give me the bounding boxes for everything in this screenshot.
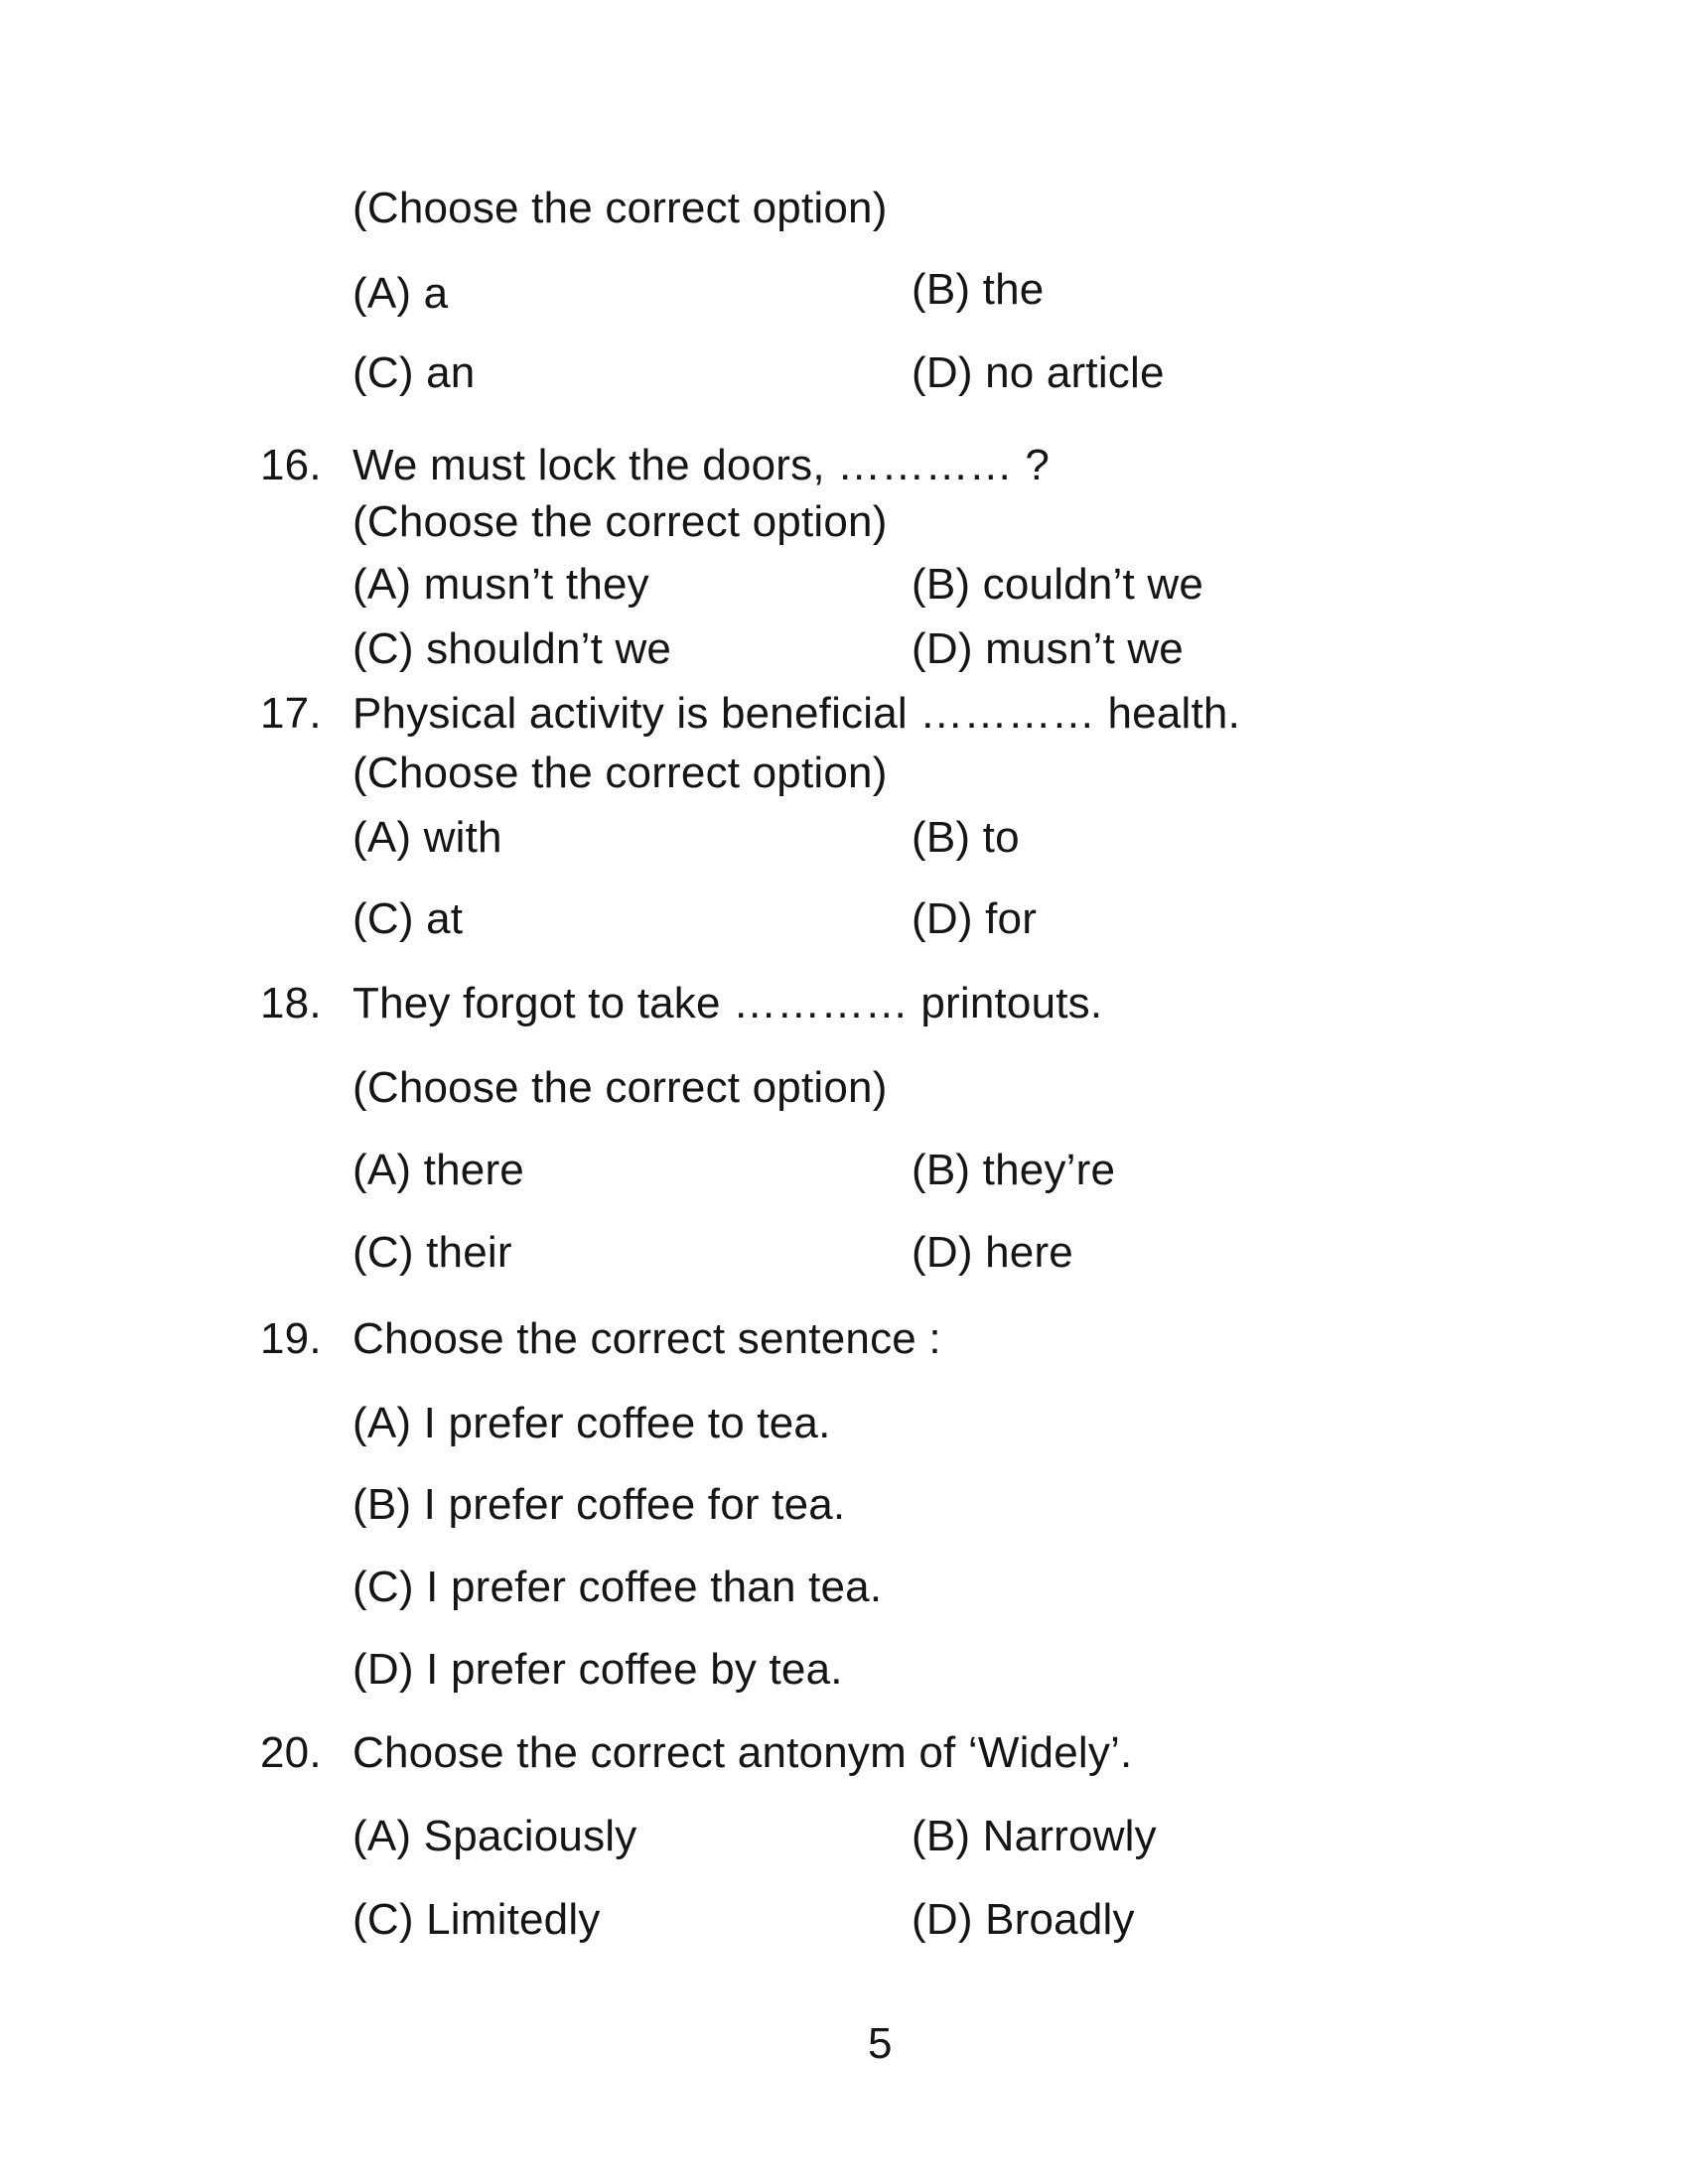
- question-18-option-d: (D) here: [912, 1228, 1073, 1277]
- question-15-option-b: (B) the: [912, 265, 1045, 314]
- question-20-text: Choose the correct antonym of ‘Widely’.: [352, 1728, 1133, 1777]
- page-number: 5: [868, 2019, 893, 2068]
- question-16-text: We must lock the doors, ………… ?: [352, 441, 1051, 489]
- question-19-option-a: (A) I prefer coffee to tea.: [352, 1399, 831, 1447]
- question-15-hint: (Choose the correct option): [352, 184, 888, 232]
- question-20-number: 20.: [260, 1728, 322, 1777]
- question-16-option-c: (C) shouldn’t we: [352, 624, 672, 673]
- question-17-option-c: (C) at: [352, 894, 464, 943]
- question-20-option-b: (B) Narrowly: [912, 1812, 1157, 1860]
- question-18-option-a: (A) there: [352, 1146, 524, 1194]
- question-17-text: Physical activity is beneficial ………… health.: [352, 689, 1241, 738]
- question-15-option-c: (C) an: [352, 348, 476, 397]
- question-19-option-b: (B) I prefer coffee for tea.: [352, 1480, 846, 1529]
- question-18-hint: (Choose the correct option): [352, 1063, 888, 1112]
- question-18-option-b: (B) they’re: [912, 1146, 1116, 1194]
- question-18-option-c: (C) their: [352, 1228, 512, 1277]
- question-17-option-a: (A) with: [352, 813, 502, 862]
- question-15-option-d: (D) no article: [912, 348, 1165, 397]
- question-17-option-d: (D) for: [912, 894, 1038, 943]
- question-17-number: 17.: [260, 689, 322, 738]
- question-16-number: 16.: [260, 441, 322, 489]
- question-16-option-a: (A) musn’t they: [352, 560, 649, 609]
- question-16-option-d: (D) musn’t we: [912, 624, 1184, 673]
- question-19-text: Choose the correct sentence :: [352, 1314, 941, 1363]
- question-19-option-d: (D) I prefer coffee by tea.: [352, 1645, 843, 1694]
- question-19-number: 19.: [260, 1314, 322, 1363]
- question-20-option-d: (D) Broadly: [912, 1895, 1135, 1944]
- question-20-option-a: (A) Spaciously: [352, 1812, 637, 1860]
- question-20-option-c: (C) Limitedly: [352, 1895, 601, 1944]
- question-17-hint: (Choose the correct option): [352, 749, 888, 797]
- question-18-text: They forgot to take ………… printouts.: [352, 979, 1103, 1027]
- question-16-option-b: (B) couldn’t we: [912, 560, 1204, 609]
- question-18-number: 18.: [260, 979, 322, 1027]
- question-19-option-c: (C) I prefer coffee than tea.: [352, 1563, 883, 1611]
- question-15-option-a: (A) a: [352, 269, 449, 318]
- question-17-option-b: (B) to: [912, 813, 1020, 862]
- question-16-hint: (Choose the correct option): [352, 497, 888, 546]
